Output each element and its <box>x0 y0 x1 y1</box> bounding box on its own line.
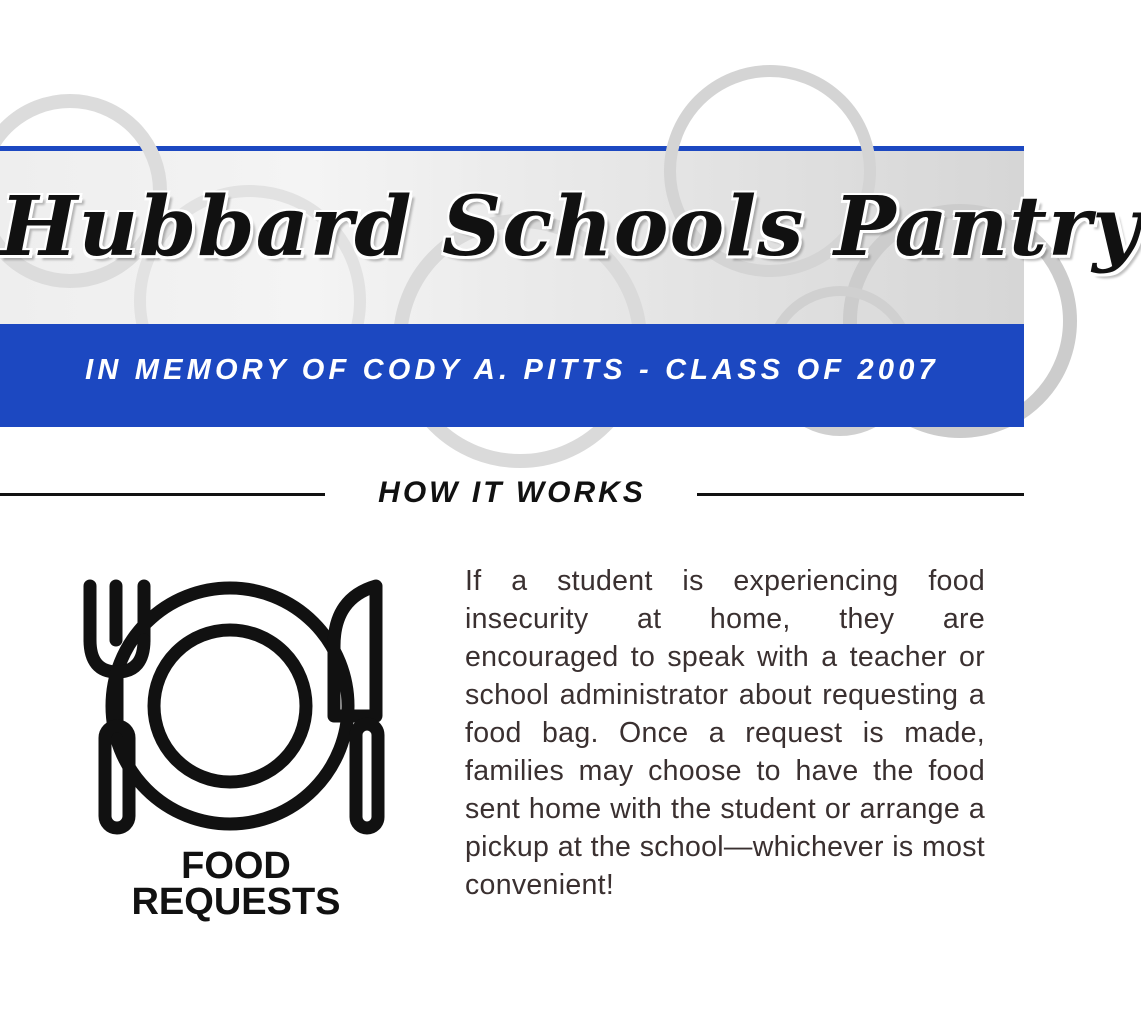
food-requests-label-line2: REQUESTS <box>131 881 341 923</box>
food-requests-label <box>96 845 376 923</box>
memorial-bar <box>0 324 1024 427</box>
how-it-works-description: If a student is experiencing food insecurity at home, they are encouraged to speak with a teacher or school administrator about requesting a food bag. Once a request is made, families may choose to have the food sent home with the student or arrange a pickup at the school—whichever is most convenient! <box>465 565 985 901</box>
food-requests-label-line1: FOOD <box>181 845 291 887</box>
how-it-works-divider <box>0 474 1024 514</box>
memorial-subtitle: IN MEMORY OF CODY A. PITTS - CLASS OF 2007 <box>85 354 939 386</box>
divider-line-right <box>697 493 1024 496</box>
title-banner <box>0 151 1141 324</box>
section-heading: HOW IT WORKS <box>378 476 646 509</box>
page-title: Hubbard Schools Pantry <box>0 179 1141 275</box>
food-requests-icon <box>76 576 396 846</box>
plate-fork-knife-icon <box>76 576 396 846</box>
